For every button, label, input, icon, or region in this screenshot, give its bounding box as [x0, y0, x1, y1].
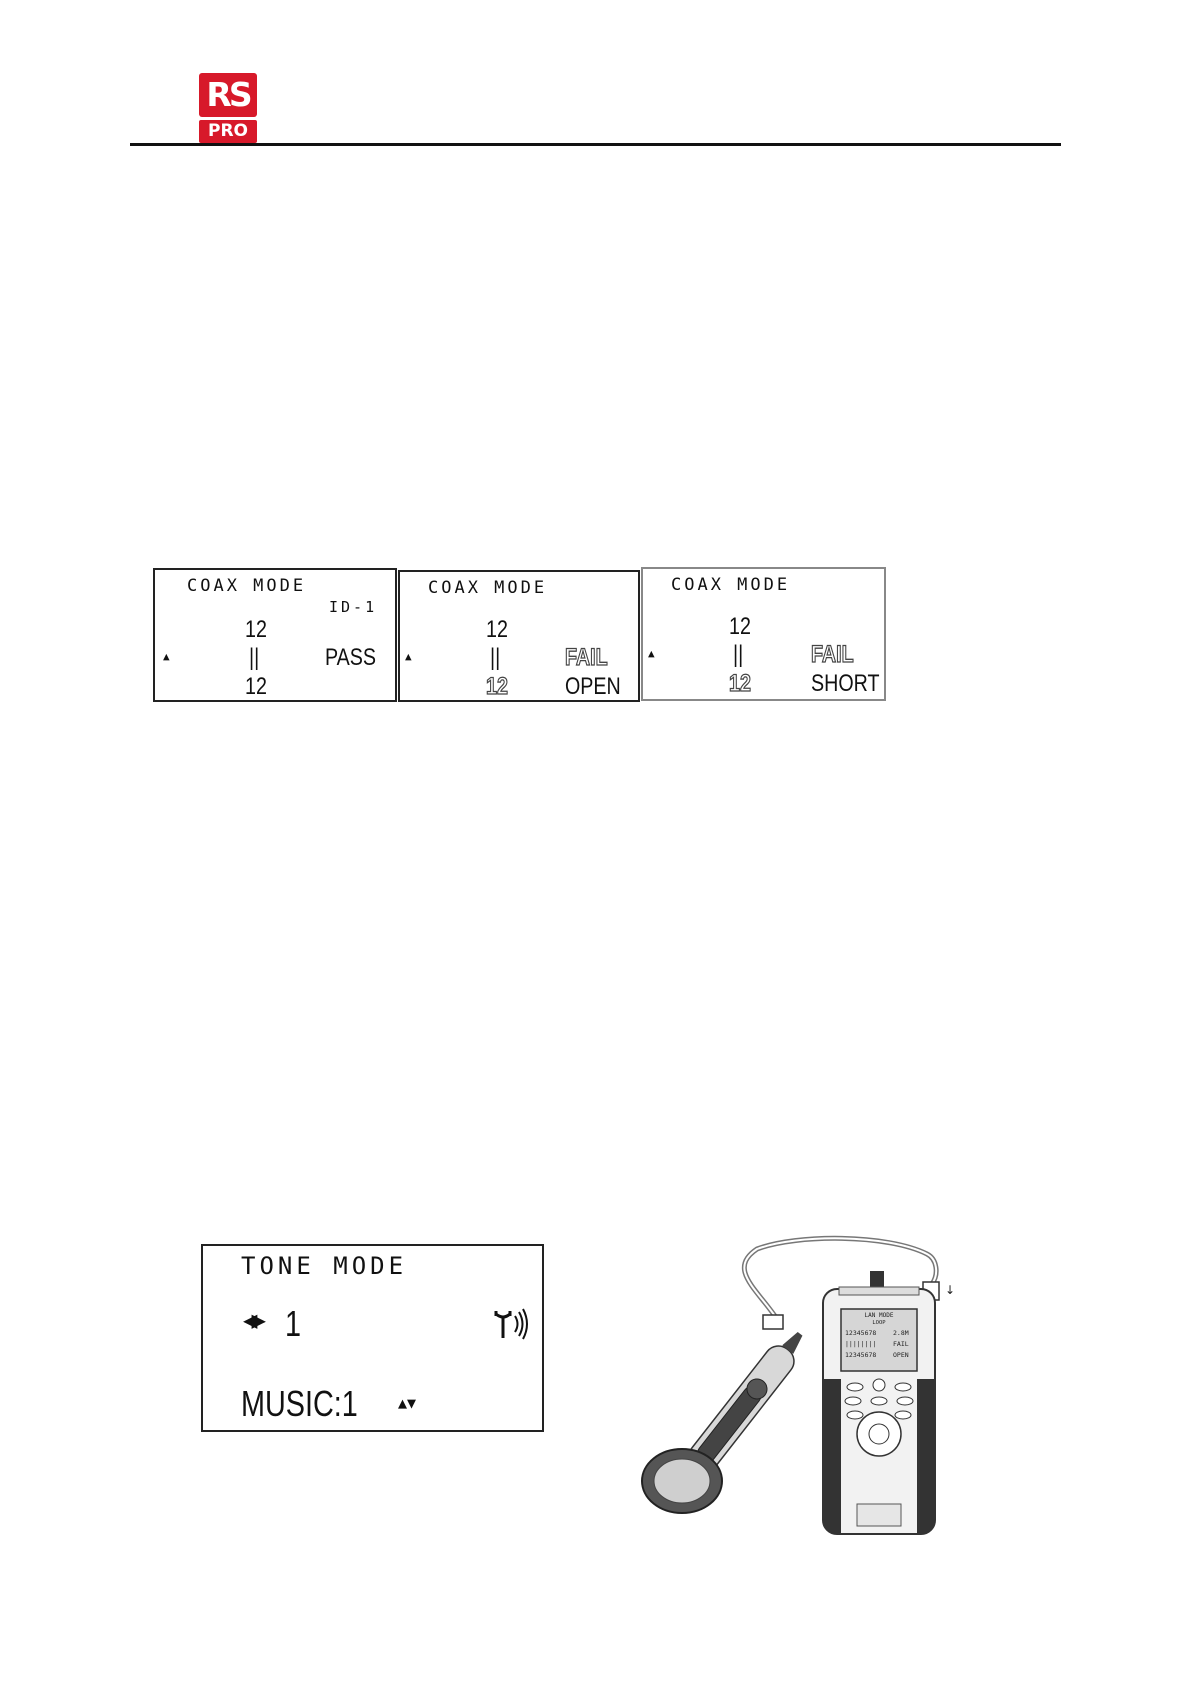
lcd-bottom-number: 12 — [245, 673, 267, 700]
coax-pass-display — [153, 568, 397, 702]
device-screen-length: 2.8M — [893, 1329, 909, 1337]
device-screen-row1: 12345678 — [845, 1329, 877, 1337]
lcd-mode-title: COAX MODE — [671, 575, 791, 595]
coax-fail-open-display — [398, 570, 640, 702]
device-screen-detail: OPEN — [893, 1351, 909, 1359]
antenna-signal-icon — [493, 1306, 533, 1345]
lcd-mode-title: TONE MODE — [241, 1252, 408, 1280]
logo-pro-text: PRO — [199, 120, 257, 143]
lcd-mode-title: COAX MODE — [187, 576, 307, 596]
lcd-link-bars: || — [490, 644, 501, 671]
tester-and-probe-illustration — [627, 1229, 957, 1539]
lcd-status: PASS — [325, 644, 377, 671]
coax-fail-short-display — [641, 567, 886, 701]
lcd-top-number: 12 — [486, 616, 508, 643]
lcd-id-label: ID-1 — [329, 598, 378, 616]
device-screen-title: LAN MODE — [864, 1312, 894, 1319]
lcd-detail: OPEN — [565, 673, 621, 700]
lcd-bottom-number: 12 — [729, 670, 751, 697]
device-screen-sub: LOOP — [872, 1320, 886, 1326]
lcd-status: FAIL — [565, 644, 608, 671]
header-divider — [130, 143, 1061, 146]
logo-rs-text: RS — [199, 73, 257, 117]
lcd-top-number: 12 — [245, 616, 267, 643]
lcd-link-bars: || — [733, 641, 744, 668]
rs-pro-logo — [199, 73, 257, 143]
lcd-mode-title: COAX MODE — [428, 578, 548, 598]
lcd-bottom-number: 12 — [486, 673, 508, 700]
lcd-detail: SHORT — [811, 670, 880, 697]
device-screen-row3: 12345678 — [845, 1351, 877, 1359]
svg-text:↓: ↓ — [945, 1283, 956, 1297]
lcd-marker-icon: ▲ — [405, 650, 412, 663]
device-screen-row2: |||||||| — [845, 1340, 877, 1348]
lcd-marker-icon: ▲ — [648, 647, 655, 660]
lcd-link-bars: || — [249, 644, 260, 671]
lcd-top-number: 12 — [729, 613, 751, 640]
lcd-marker-icon: ▲ — [163, 650, 170, 663]
music-arrows-icon: ▲▼ — [398, 1394, 417, 1412]
channel-arrows-icon: ◀▶ — [243, 1306, 260, 1334]
tone-mode-display — [201, 1244, 544, 1432]
tone-channel: 1 — [285, 1303, 302, 1344]
device-screen-status: FAIL — [893, 1340, 909, 1348]
tone-music: MUSIC:1 — [241, 1383, 358, 1424]
lcd-status: FAIL — [811, 641, 854, 668]
